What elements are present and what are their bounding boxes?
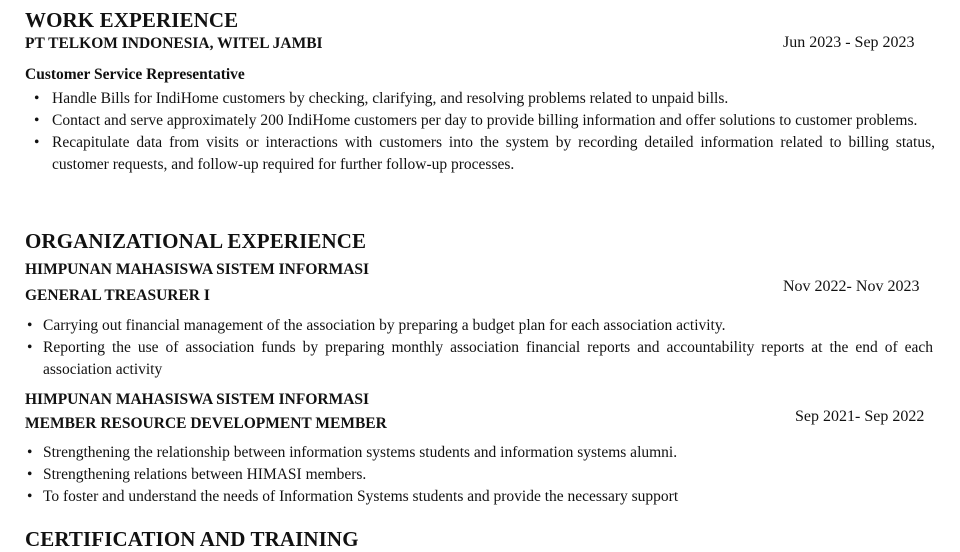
bullet-icon: • bbox=[27, 317, 33, 334]
bullet-icon: • bbox=[34, 134, 40, 151]
bullet-icon: • bbox=[34, 90, 40, 107]
org-entry-1-bullet-list bbox=[27, 315, 933, 381]
org-entry-2-date: Sep 2021- Sep 2022 bbox=[795, 408, 925, 425]
work-company: PT TELKOM INDONESIA, WITEL JAMBI bbox=[25, 35, 323, 52]
work-date: Jun 2023 - Sep 2023 bbox=[783, 34, 915, 51]
list-item: • Carrying out financial management of the association by preparing a budget plan for each association activity. bbox=[43, 315, 933, 337]
bullet-icon: • bbox=[34, 112, 40, 129]
list-item: • To foster and understand the needs of Information Systems students and provide the necessary support bbox=[43, 486, 933, 508]
org-entry-2-position: MEMBER RESOURCE DEVELOPMENT MEMBER bbox=[25, 415, 387, 432]
work-bullet-list bbox=[34, 88, 935, 176]
bullet-icon: • bbox=[27, 466, 33, 483]
organizational-experience-heading: ORGANIZATIONAL EXPERIENCE bbox=[25, 229, 367, 253]
list-item: • Strengthening relations between HIMASI members. bbox=[43, 464, 933, 486]
list-item: • Handle Bills for IndiHome customers by checking, clarifying, and resolving problems related to unpaid bills. bbox=[52, 88, 935, 110]
work-role: Customer Service Representative bbox=[25, 66, 245, 83]
org-entry-1-date: Nov 2022- Nov 2023 bbox=[783, 278, 920, 295]
bullet-icon: • bbox=[27, 339, 33, 356]
org-entry-2-bullet-list bbox=[27, 442, 933, 508]
list-item: • Strengthening the relationship between information systems students and information systems alumni. bbox=[43, 442, 933, 464]
bullet-icon: • bbox=[27, 444, 33, 461]
org-entry-2-organization: HIMPUNAN MAHASISWA SISTEM INFORMASI bbox=[25, 391, 370, 408]
org-entry-1-organization: HIMPUNAN MAHASISWA SISTEM INFORMASI bbox=[25, 261, 370, 278]
work-experience-heading: WORK EXPERIENCE bbox=[25, 8, 239, 32]
org-entry-1-position: GENERAL TREASURER I bbox=[25, 287, 210, 304]
list-item: • Reporting the use of association funds by preparing monthly association financial reports and accountability reports at the end of each association activity bbox=[27, 339, 933, 378]
bullet-icon: • bbox=[27, 488, 33, 505]
certification-heading: CERTIFICATION AND TRAINING bbox=[25, 527, 359, 551]
list-item: • Contact and serve approximately 200 IndiHome customers per day to provide billing information and offer solutions to customer problems. bbox=[52, 110, 935, 132]
list-item: • Recapitulate data from visits or interactions with customers into the system by recording detailed information related to billing status, customer requests, and follow-up required for further follow-up processes. bbox=[34, 134, 935, 173]
